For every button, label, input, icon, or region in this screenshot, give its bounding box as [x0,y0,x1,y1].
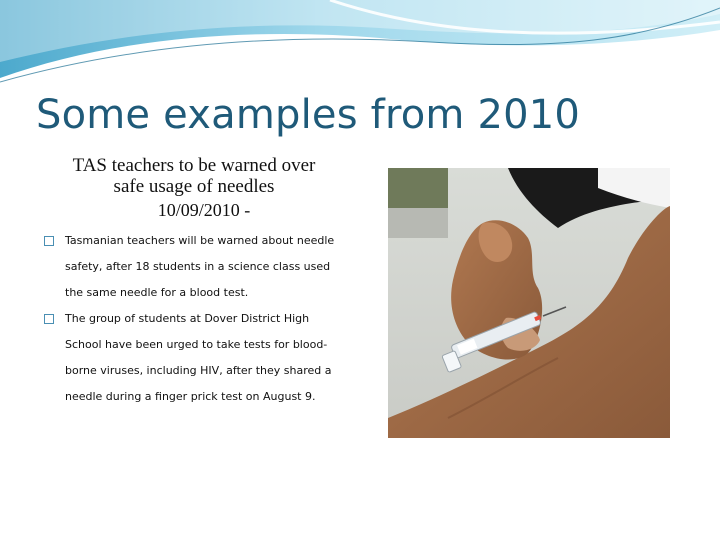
square-bullet-icon [44,314,54,324]
bullet-text: Tasmanian teachers will be warned about needle safety, after 18 students in a science class used the same needle for a blood test. [65,234,335,299]
bullet-list [44,228,344,411]
bullet-text: The group of students at Dover District High School have been urged to take tests for blood-borne viruses, including HIV, after they shared a needle during a finger prick test on August 9. [65,312,332,403]
article-date: 10/09/2010 - [157,200,251,220]
slide-title: Some examples from 2010 [36,92,581,138]
square-bullet-icon [44,236,54,246]
bullet-item [44,228,344,305]
bullet-item [44,306,344,409]
headline-line-2: safe usage of needles [113,176,275,197]
needle-photo [388,168,670,438]
header-wave-decoration [0,0,720,90]
headline-line-1: TAS teachers to be warned over [72,155,316,176]
finger-prick-illustration [388,168,670,438]
article-headline [44,155,344,221]
